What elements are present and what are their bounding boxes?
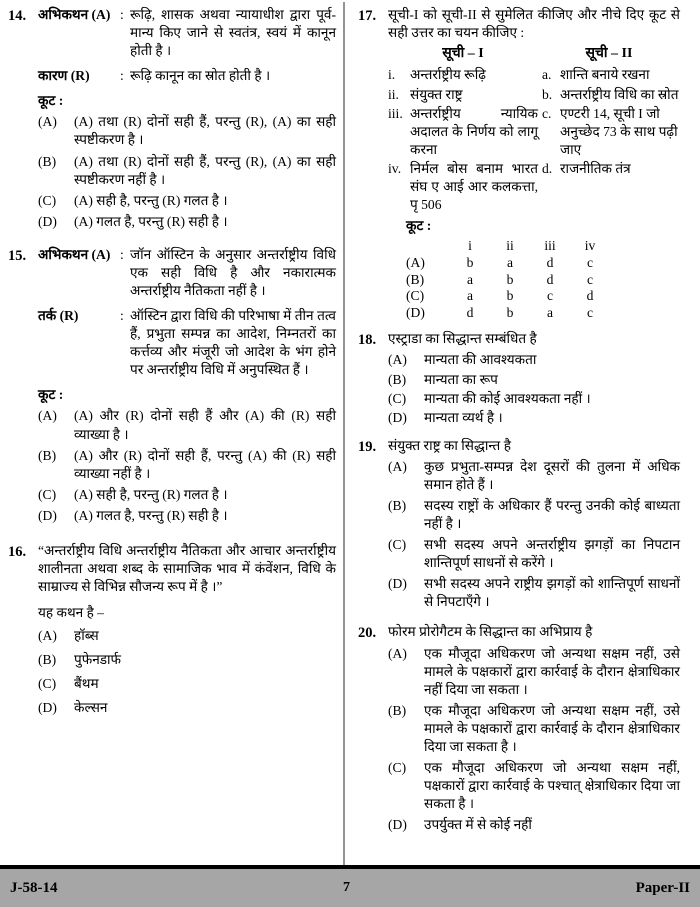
cell-i: a — [466, 271, 474, 287]
colon: : — [120, 308, 124, 324]
list-1-text: अन्तर्राष्ट्रीय रूढ़ि — [410, 67, 486, 83]
answer-option-b[interactable] — [406, 272, 680, 289]
option-text: (A) और (R) दोनों सही हैं और (A) की (R) सही व्याख्या है । — [74, 408, 336, 442]
reason-row — [38, 67, 336, 85]
assertion-text: रूढ़ि, शासक अथवा न्यायाधीश द्वारा पूर्व-मान्य किए जाने से स्वतंत्र, स्वयं में कानून होती है । — [130, 7, 336, 59]
koot-label: कूट : — [38, 387, 64, 403]
option-b[interactable] — [38, 651, 336, 669]
cell-iii: d — [546, 255, 554, 271]
list-1-text: निर्मल बोस बनाम भारत संघ ए आई आर कलकत्ता, पृ 506 — [410, 161, 538, 212]
option-key: (A) — [406, 255, 425, 271]
match-row — [388, 66, 680, 84]
spacer — [406, 238, 450, 255]
cell-iii: c — [546, 288, 554, 304]
option-key: (B) — [388, 497, 407, 513]
list-1-number: i. — [388, 67, 396, 83]
option-key: (B) — [38, 153, 57, 169]
cell-ii: b — [506, 271, 514, 287]
option-text: केल्सन — [74, 699, 108, 715]
option-text: पुफेनडार्फ — [74, 651, 122, 667]
option-text: एक मौजूदा अधिकरण जो अन्यथा सक्षम नहीं, उसे मामले के पक्षकारों द्वारा कार्रवाई के दौरान क्षेत्राधिकार दिया जा सकता है । — [424, 702, 680, 754]
list-2-header: सूची – II — [585, 46, 633, 62]
option-key: (B) — [38, 447, 57, 463]
match-headers — [388, 45, 680, 64]
page-number: 7 — [343, 880, 351, 895]
question-stem: संयुक्त राष्ट्र का सिद्धान्त है — [388, 437, 511, 453]
option-key: (D) — [38, 213, 57, 229]
list-1-number: iii. — [388, 106, 403, 122]
list-2-text: अन्तर्राष्ट्रीय विधि का स्रोत — [560, 86, 679, 102]
option-c[interactable] — [388, 536, 680, 572]
quoted-statement: “अन्तर्राष्ट्रीय विधि अन्तर्राष्ट्रीय नैतिकता और आचार अन्तर्राष्ट्रीय शालीनता अथवा शब्द के सामाजिक भाव में कंवेंशन, विधि के साम्राज्य से विभिन्न सौजन्य रूप में है ।” — [38, 542, 336, 595]
col-header-iv: iv — [584, 238, 596, 254]
option-b[interactable] — [38, 447, 336, 483]
options-list — [38, 113, 336, 230]
option-key: (A) — [38, 408, 57, 424]
option-key: (D) — [388, 409, 407, 425]
option-text: (A) गलत है, परन्तु (R) सही है । — [74, 213, 228, 229]
option-d[interactable] — [38, 699, 336, 717]
cell-iv: c — [586, 304, 594, 320]
option-c[interactable] — [388, 390, 680, 408]
cell-i: a — [466, 288, 474, 304]
match-row — [388, 86, 680, 104]
paper-label: Paper-II — [635, 879, 690, 896]
option-key: (B) — [388, 371, 407, 387]
cell-iv: c — [586, 271, 594, 287]
list-2-number: a. — [542, 67, 552, 83]
question-19 — [358, 437, 680, 615]
question-number: 16. — [8, 543, 27, 560]
option-text: एक मौजूदा अधिकरण जो अन्यथा सक्षम नहीं, उसे मामले के पक्षकारों द्वारा कार्रवाई के दौरान क्षेत्राधिकार नहीं दिया जा सकता । — [424, 645, 680, 697]
option-key: (B) — [388, 702, 407, 718]
option-key: (C) — [388, 390, 407, 406]
option-d[interactable] — [388, 816, 680, 834]
option-text: (A) और (R) दोनों सही हैं, परन्तु (A) की (R) सही व्याख्या नहीं है । — [74, 447, 336, 481]
option-d[interactable] — [38, 507, 336, 525]
option-c[interactable] — [38, 192, 336, 210]
list-1-text: संयुक्त राष्ट्र — [410, 86, 463, 102]
question-18 — [358, 330, 680, 427]
option-key: (A) — [388, 458, 407, 474]
list-2-number: c. — [542, 106, 552, 122]
question-20 — [358, 623, 680, 837]
answer-matrix-header — [406, 238, 680, 255]
right-column — [344, 6, 680, 862]
option-text: (A) तथा (R) दोनों सही हैं, परन्तु (R), (A) का सही स्पष्टीकरण नहीं है । — [74, 153, 336, 187]
option-text: सभी सदस्य अपने अन्तर्राष्ट्रीय झगड़ों का निपटान शान्तिपूर्ण साधनों से करेंगे । — [424, 537, 680, 571]
option-text: बैंथम — [74, 675, 99, 691]
option-d[interactable] — [38, 213, 336, 231]
match-row — [388, 160, 680, 213]
option-text: मान्यता व्यर्थ है । — [424, 409, 503, 425]
koot-label: कूट : — [406, 218, 432, 234]
option-a[interactable] — [388, 351, 680, 369]
cell-i: d — [466, 304, 474, 320]
option-b[interactable] — [388, 371, 680, 389]
option-a[interactable] — [38, 407, 336, 443]
question-number: 15. — [8, 247, 27, 264]
question-number: 19. — [358, 438, 377, 455]
options-list — [388, 458, 680, 612]
question-stem: फोरम प्रोरोगैटम के सिद्धान्त का अभिप्राय है — [388, 624, 593, 640]
reason-label: कारण (R) — [38, 68, 90, 84]
option-key: (C) — [388, 760, 407, 775]
assertion-label: अभिकथन (A) — [38, 7, 111, 22]
option-a[interactable] — [38, 113, 336, 149]
question-stem: एस्ट्राडा का सिद्धान्त सम्बंधित है — [388, 331, 537, 347]
option-key: (A) — [38, 114, 57, 130]
reason-row — [38, 307, 336, 379]
option-b[interactable] — [38, 153, 336, 189]
col-header-i: i — [468, 238, 472, 254]
cell-ii: b — [506, 288, 514, 304]
option-text: एक मौजूदा अधिकरण जो अन्यथा सक्षम नहीं, पक्षकारों द्वारा कार्रवाई के पश्चात् क्षेत्राधिकार दिया जा सकता है । — [424, 760, 680, 812]
assertion-text: जॉन ऑस्टिन के अनुसार अन्तर्राष्ट्रीय विधि एक सही विधि है और नकारात्मक अन्तर्राष्ट्रीय नैतिकता नहीं है । — [130, 246, 336, 299]
cell-iii: a — [546, 304, 554, 320]
option-text: मान्यता का रूप — [424, 371, 498, 387]
option-b[interactable] — [388, 497, 680, 533]
colon: : — [120, 7, 124, 22]
cell-i: b — [466, 255, 474, 271]
cell-ii: a — [506, 255, 514, 271]
reason-text: रूढ़ि कानून का स्रोत होती है । — [130, 68, 271, 84]
option-text: (A) सही है, परन्तु (R) गलत है । — [74, 486, 228, 502]
option-key: (D) — [388, 817, 407, 833]
left-column — [8, 6, 344, 862]
option-text: (A) सही है, परन्तु (R) गलत है । — [74, 192, 228, 208]
options-list — [388, 351, 680, 426]
list-1-number: ii. — [388, 86, 399, 102]
option-text: उपर्युक्त में से कोई नहीं — [424, 817, 532, 833]
cell-iv: c — [586, 255, 594, 271]
option-a[interactable] — [38, 627, 336, 645]
option-c[interactable] — [388, 759, 680, 813]
option-text: हॉब्स — [74, 627, 99, 643]
list-2-text: शान्ति बनाये रखना — [560, 67, 650, 83]
list-2-text: एण्टरी 14, सूची I जो अनुच्छेद 73 के साथ पढ़ी जाए — [560, 106, 678, 157]
option-key: (B) — [38, 651, 57, 667]
option-text: (A) तथा (R) दोनों सही हैं, परन्तु (R), (A) का सही स्पष्टीकरण है । — [74, 114, 336, 148]
list-1-text: अन्तर्राष्ट्रीय न्यायिक अदालत के निर्णय को लागू करना — [410, 106, 538, 157]
statement-lead: यह कथन है – — [38, 604, 104, 620]
colon: : — [120, 68, 124, 84]
answer-option-c[interactable] — [406, 288, 680, 305]
options-list — [388, 645, 680, 835]
list-1-header: सूची – I — [442, 46, 484, 62]
assertion-label: अभिकथन (A) — [38, 246, 111, 262]
option-key: (A) — [388, 645, 407, 661]
option-key: (C) — [38, 486, 57, 502]
question-17 — [358, 6, 680, 321]
question-number: 14. — [8, 8, 27, 24]
cell-iv: d — [586, 288, 594, 304]
option-key: (B) — [406, 271, 425, 287]
question-15 — [8, 246, 336, 528]
option-key: (D) — [406, 304, 425, 320]
option-key: (A) — [38, 627, 57, 643]
question-14 — [8, 6, 336, 234]
option-key: (C) — [388, 537, 407, 553]
col-header-iii: iii — [544, 238, 556, 254]
reason-text: ऑस्टिन द्वारा विधि की परिभाषा में तीन तत्व हैं, प्रभुता सम्पन्न का आदेश, निम्नतरों का कर्त्तव्य और मंजूरी जो आदेश के भंग होने पर अन्तर्राष्ट्रीय विधि में अनुपस्थित हैं । — [130, 308, 336, 378]
paper-code: J-58-14 — [10, 879, 58, 896]
cell-iii: d — [546, 271, 554, 287]
option-text: सभी सदस्य अपने राष्ट्रीय झगड़ों को शान्तिपूर्ण साधनों से निपटाएँगे । — [424, 576, 680, 610]
answer-option-d[interactable] — [406, 305, 680, 322]
koot-label: कूट : — [38, 93, 64, 109]
cell-ii: b — [506, 304, 514, 320]
option-key: (C) — [38, 192, 57, 208]
option-key: (D) — [38, 507, 57, 523]
option-text: मान्यता की कोई आवश्यकता नहीं । — [424, 390, 591, 406]
option-b[interactable] — [388, 702, 680, 756]
list-1-number: iv. — [388, 161, 402, 177]
list-2-number: d. — [542, 161, 553, 177]
answer-option-a[interactable] — [406, 255, 680, 272]
option-key: (D) — [38, 699, 57, 715]
option-a[interactable] — [388, 645, 680, 699]
option-c[interactable] — [38, 675, 336, 693]
question-number: 20. — [358, 625, 377, 642]
reason-label: तर्क (R) — [38, 308, 79, 324]
option-key: (C) — [406, 288, 425, 304]
option-text: (A) गलत है, परन्तु (R) सही है । — [74, 507, 228, 523]
assertion-row — [38, 246, 336, 300]
option-d[interactable] — [388, 409, 680, 427]
colon: : — [120, 246, 124, 262]
options-list — [38, 407, 336, 524]
option-text: कुछ प्रभुता-सम्पन्न देश दूसरों की तुलना में अधिक समान होते हैं । — [424, 458, 680, 492]
question-number: 18. — [358, 332, 377, 349]
option-c[interactable] — [38, 486, 336, 504]
question-number: 17. — [358, 8, 377, 24]
options-list — [38, 627, 336, 717]
option-text: मान्यता की आवश्यकता — [424, 352, 537, 368]
question-stem: सूची-I को सूची-II से सुमेलित कीजिए और नीचे दिए कूट से सही उत्तर का चयन कीजिए : — [388, 7, 680, 41]
two-column-layout — [8, 6, 692, 862]
option-key: (C) — [38, 675, 57, 691]
option-a[interactable] — [388, 458, 680, 494]
option-key: (D) — [388, 576, 407, 592]
question-16 — [8, 542, 336, 720]
option-text: सदस्य राष्ट्रों के अधिकार हैं परन्तु उनकी कोई बाध्यता नहीं है । — [424, 497, 680, 532]
answer-matrix — [406, 238, 680, 321]
page-footer — [0, 867, 700, 907]
list-2-number: b. — [542, 86, 553, 102]
assertion-row — [38, 6, 336, 60]
list-2-text: राजनीतिक तंत्र — [560, 161, 631, 177]
col-header-ii: ii — [506, 238, 514, 254]
option-key: (A) — [388, 352, 407, 368]
option-d[interactable] — [388, 575, 680, 611]
match-row — [388, 105, 680, 158]
